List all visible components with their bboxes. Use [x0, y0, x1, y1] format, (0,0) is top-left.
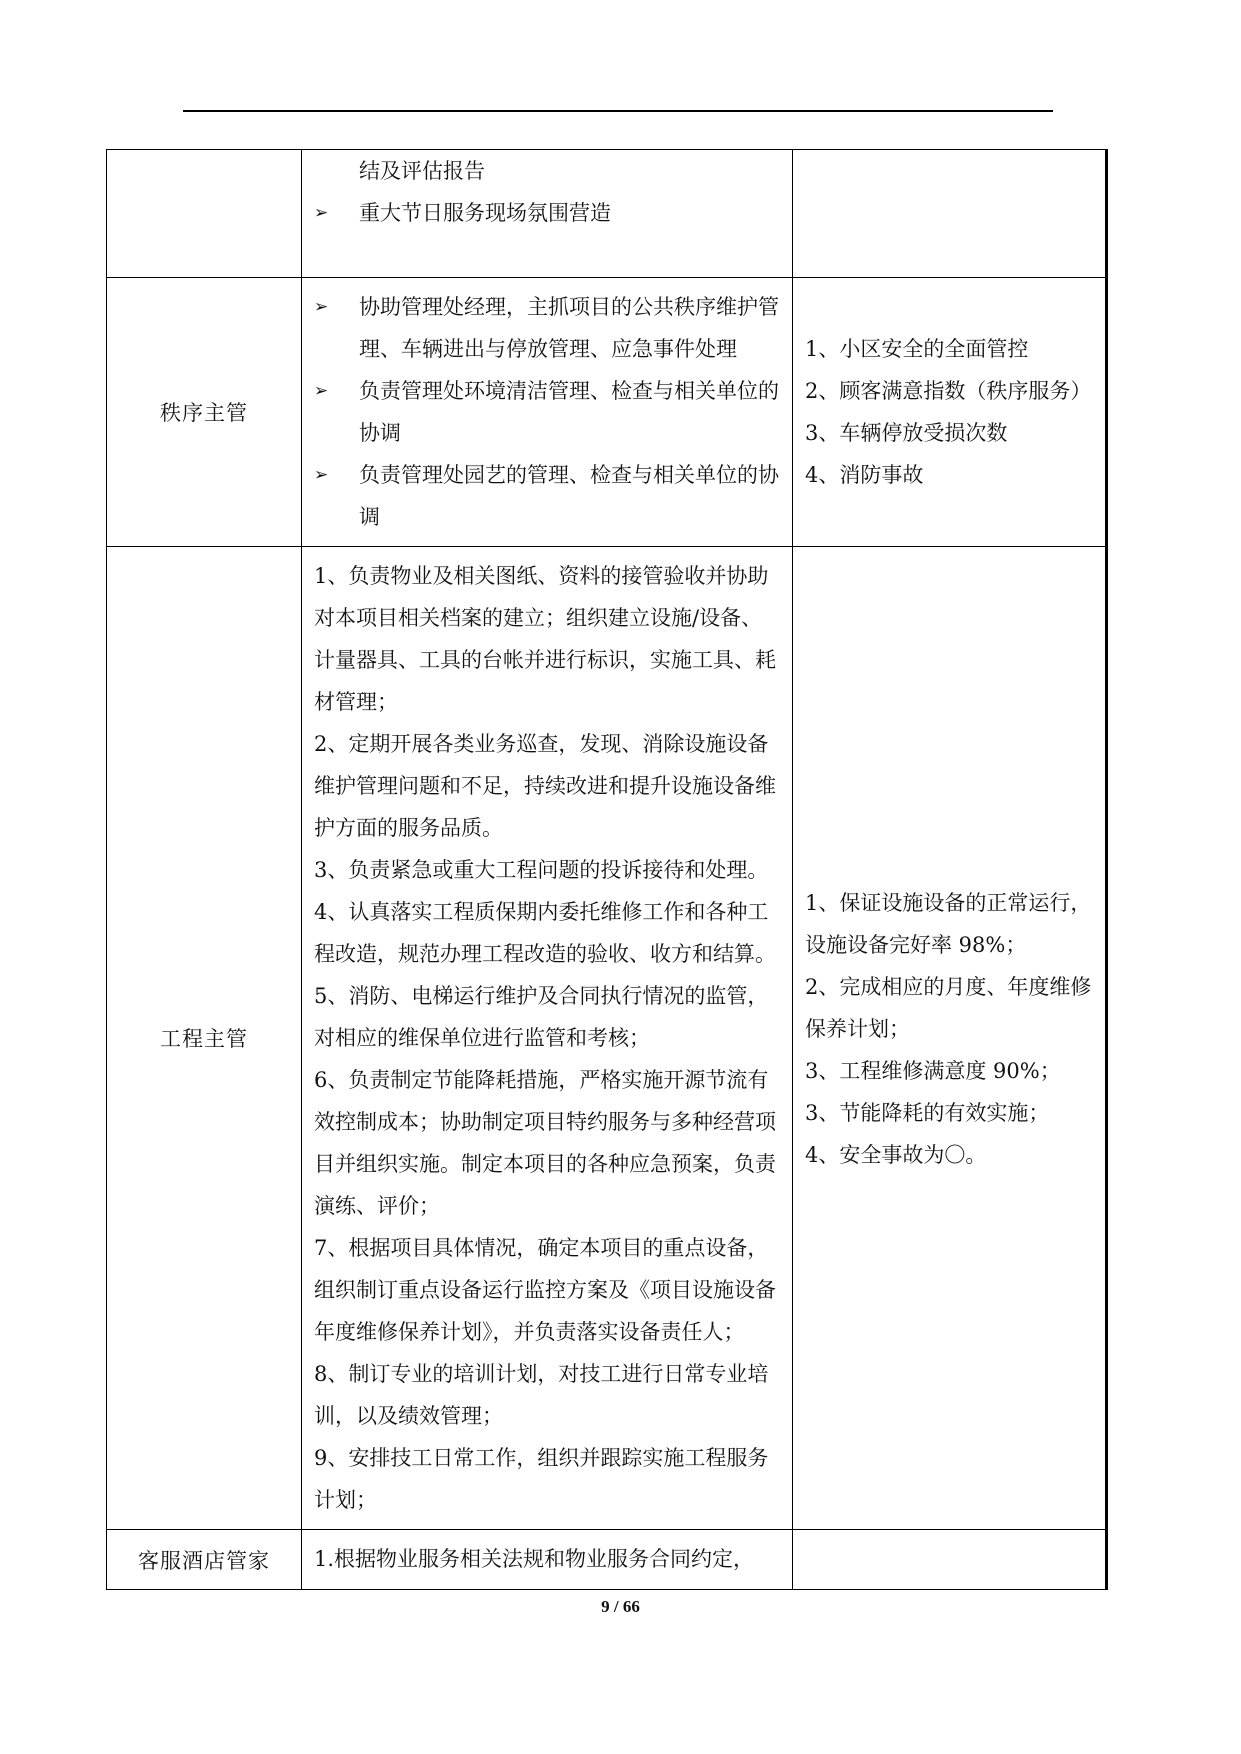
duties-cell [302, 278, 793, 547]
role-cell: 秩序主管 [107, 278, 302, 547]
table-row [107, 547, 1107, 1530]
metric-item: 4、消防事故 [805, 463, 924, 487]
role-cell [107, 150, 302, 278]
arrow-bullet-icon: ➢ [314, 381, 329, 401]
duty-item: 6、负责制定节能降耗措施，严格实施开源节流有效控制成本；协助制定项目特约服务与多种经营项目并组织实施。制定本项目的各种应急预案，负责演练、评价； [314, 1068, 776, 1218]
duty-continuation: 结及评估报告 [359, 159, 485, 183]
table-row [107, 278, 1107, 547]
duty-bullet-text: 负责管理处园艺的管理、检查与相关单位的协调 [359, 463, 779, 529]
duty-bullet-text: 负责管理处环境清洁管理、检查与相关单位的协调 [359, 379, 779, 445]
duty-bullet [314, 192, 782, 234]
table-row [107, 150, 1107, 278]
duty-bullet-text: 重大节日服务现场氛围营造 [359, 201, 611, 225]
metric-item: 1、小区安全的全面管控 [805, 337, 1029, 361]
duty-item: 1、负责物业及相关图纸、资料的接管验收并协助对本项目相关档案的建立；组织建立设施/设备、计量器具、工具的台帐并进行标识，实施工具、耗材管理； [314, 564, 776, 714]
duty-item: 5、消防、电梯运行维护及合同执行情况的监管，对相应的维保单位进行监管和考核； [314, 984, 769, 1050]
metrics-cell [793, 547, 1107, 1530]
table-row [107, 1530, 1107, 1590]
metric-item: 3、工程维修满意度 90%； [805, 1059, 1061, 1083]
duty-table [106, 149, 1108, 1590]
duty-bullet [314, 370, 782, 454]
duty-bullet [314, 454, 782, 538]
metrics-cell [793, 150, 1107, 278]
metric-item: 3、节能降耗的有效实施； [805, 1101, 1050, 1125]
arrow-bullet-icon: ➢ [314, 297, 329, 317]
duty-item: 9、安排技工日常工作，组织并跟踪实施工程服务计划； [314, 1446, 769, 1512]
role-cell: 工程主管 [107, 547, 302, 1530]
duty-item: 1.根据物业服务相关法规和物业服务合同约定， [314, 1547, 755, 1571]
metric-item: 4、安全事故为〇。 [805, 1143, 987, 1167]
duties-cell [302, 547, 793, 1530]
duty-item: 4、认真落实工程质保期内委托维修工作和各种工程改造，规范办理工程改造的验收、收方和结算。 [314, 900, 776, 966]
duty-item: 3、负责紧急或重大工程问题的投诉接待和处理。 [314, 858, 769, 882]
duty-item: 7、根据项目具体情况，确定本项目的重点设备，组织制订重点设备运行监控方案及《项目设施设备年度维修保养计划》，并负责落实设备责任人； [314, 1236, 776, 1344]
metric-item: 2、完成相应的月度、年度维修保养计划； [805, 975, 1092, 1041]
duty-item: 2、定期开展各类业务巡查，发现、消除设施设备维护管理问题和不足，持续改进和提升设施设备维护方面的服务品质。 [314, 732, 776, 840]
duties-cell [302, 150, 793, 278]
duty-bullet-text: 协助管理处经理，主抓项目的公共秩序维护管理、车辆进出与停放管理、应急事件处理 [359, 295, 779, 361]
role-cell: 客服酒店管家 [107, 1530, 302, 1590]
metric-item: 2、顾客满意指数（秩序服务） [805, 379, 1092, 403]
metric-item: 3、车辆停放受损次数 [805, 421, 1008, 445]
metrics-cell [793, 278, 1107, 547]
header-rule [183, 110, 1053, 112]
duties-cell [302, 1530, 793, 1590]
metrics-cell [793, 1530, 1107, 1590]
metric-item: 1、保证设施设备的正常运行，设施设备完好率 98%； [805, 891, 1092, 957]
duty-bullet [314, 286, 782, 370]
page-number: 9 / 66 [601, 1597, 640, 1616]
arrow-bullet-icon: ➢ [314, 203, 329, 223]
arrow-bullet-icon: ➢ [314, 465, 329, 485]
duty-item: 8、制订专业的培训计划，对技工进行日常专业培训，以及绩效管理； [314, 1362, 769, 1428]
